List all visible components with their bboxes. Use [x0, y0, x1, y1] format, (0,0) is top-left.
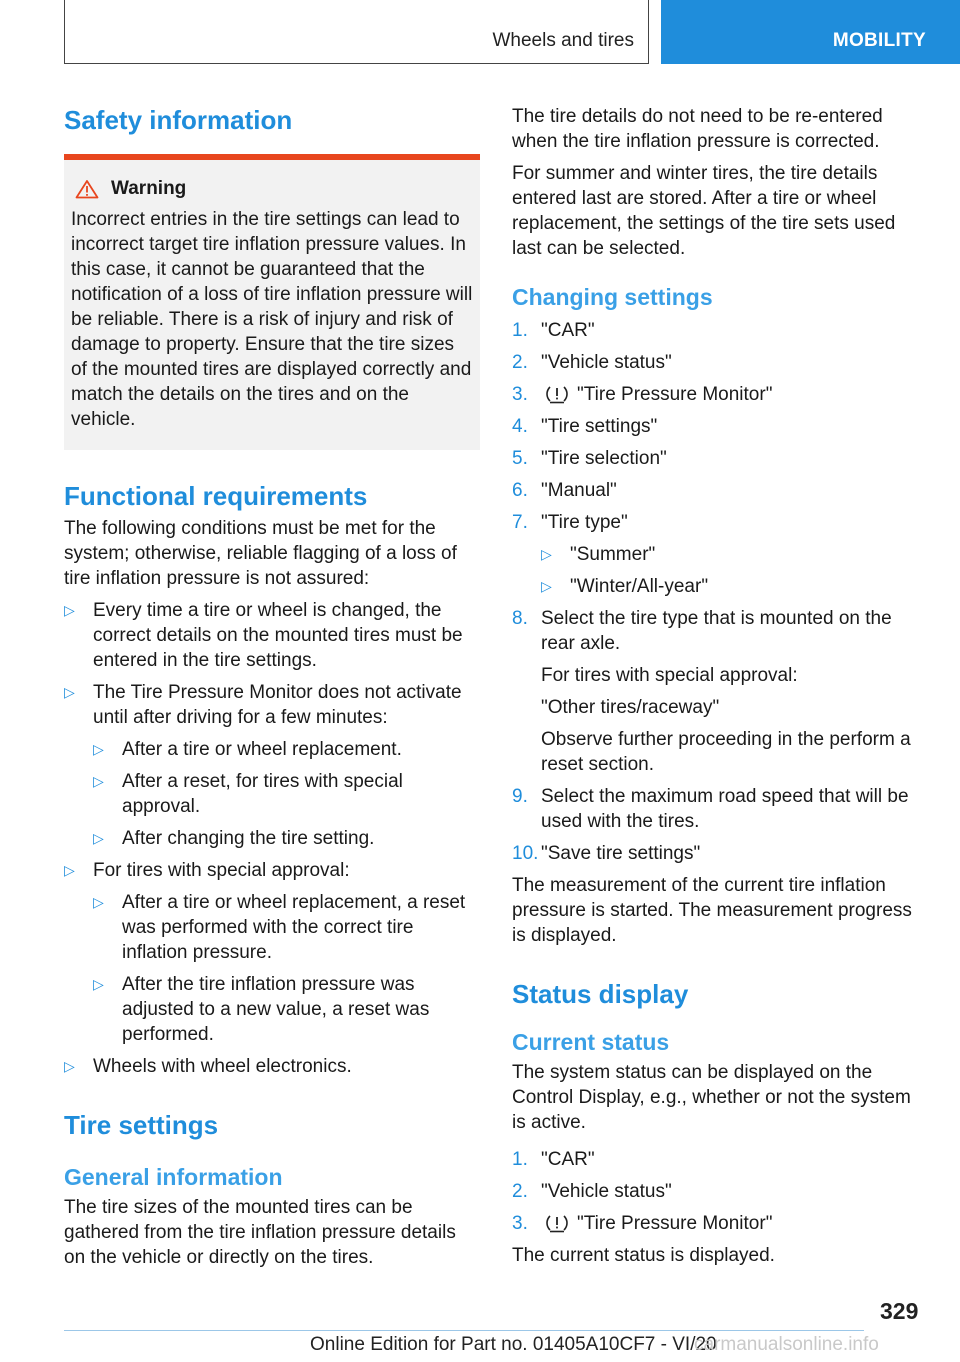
step-item: 7. "Tire type" ▷ "Summer" ▷ "Winter/All-year"	[512, 510, 928, 599]
status-steps	[512, 1147, 928, 1236]
step-item: 6. "Manual"	[512, 480, 617, 501]
step-item: 8. Select the tire type that is mounted on the rear axle. For tires with special approval: "Other tires/raceway" Observe further proceeding in the perform a reset section.	[512, 606, 928, 777]
footer-edition-text: Online Edition for Part no. 01405A10CF7 - VI/20	[310, 1334, 717, 1355]
list-item: ▷ The Tire Pressure Monitor does not activate until after driving for a few minutes: ▷ After a tire or wheel replacement. ▷ After a reset, for tires with special approval. ▷ After changing the tire setting.	[64, 680, 480, 851]
footer-divider	[64, 1330, 864, 1331]
left-column	[64, 100, 480, 1277]
step-item: 3. "Tire Pressure Monitor"	[512, 384, 773, 405]
paragraph: The tire details do not need to be re-entered when the tire inflation pressure is corrected.	[512, 106, 883, 152]
tire-type-list	[541, 542, 928, 599]
functional-list	[64, 598, 480, 1079]
tire-pressure-monitor-icon	[545, 1213, 569, 1233]
step-item: 9. Select the maximum road speed that will be used with the tires.	[512, 786, 909, 832]
functional-requirements-heading: Functional requirements	[64, 481, 368, 511]
list-item: ▷ After a tire or wheel replacement, a reset was performed with the correct tire inflation pressure.	[93, 890, 480, 965]
list-item: ▷ After a reset, for tires with special approval.	[93, 769, 480, 819]
warning-title-row	[71, 176, 474, 201]
current-status-heading: Current status	[512, 1029, 670, 1055]
warning-text: Incorrect entries in the tire settings can lead to incorrect target tire inflation pressure values. In this case, it cannot be guaranteed that the notification of a loss of tire inflation pressure will be reliable. There is a risk of injury and risk of damage to property. Ensure that the tire sizes of the mounted tires are displayed correctly and match the details on the tires and on the vehicle.	[71, 209, 473, 430]
safety-heading: Safety information	[64, 105, 293, 135]
list-item: ▷ "Summer"	[541, 542, 928, 567]
list-item: ▷ After a tire or wheel replacement.	[93, 737, 480, 762]
changing-settings-steps	[512, 318, 928, 866]
paragraph: For summer and winter tires, the tire details entered last are stored. After a tire or wheel replacement, the settings of the tire sets used last can be selected.	[512, 163, 896, 259]
step-item: 5. "Tire selection"	[512, 448, 667, 469]
sub-list	[93, 737, 480, 851]
list-item: ▷ Wheels with wheel electronics.	[64, 1054, 480, 1079]
measurement-text: The measurement of the current tire inflation pressure is started. The measurement progress is displayed.	[512, 875, 912, 946]
sub-list	[93, 890, 480, 1047]
list-item: ▷ After the tire inflation pressure was adjusted to a new value, a reset was performed.	[93, 972, 480, 1047]
step-item: 10. "Save tire settings"	[512, 843, 701, 864]
header-chapter-tab	[64, 0, 649, 64]
chapter-title: Wheels and tires	[492, 30, 634, 51]
list-item: ▷ "Winter/All-year"	[541, 574, 928, 599]
step-note: Observe further proceeding in the perform a reset section.	[541, 729, 911, 775]
status-display-heading: Status display	[512, 979, 689, 1009]
step-item: 4. "Tire settings"	[512, 416, 658, 437]
step-item: 2. "Vehicle status"	[512, 352, 672, 373]
step-item: 1. "CAR"	[512, 1149, 595, 1170]
page-number: 329	[880, 1298, 919, 1324]
status-end-text: The current status is displayed.	[512, 1245, 775, 1266]
list-item: ▷ For tires with special approval: ▷ After a tire or wheel replacement, a reset was performed with the correct tire inflation pressure. ▷ After the tire inflation pressure was adjusted to a new value, a reset was performed.	[64, 858, 480, 1047]
current-status-text: The system status can be displayed on the Control Display, e.g., whether or not the system is active.	[512, 1062, 911, 1133]
warning-title: Warning	[111, 178, 187, 199]
header-section-tab	[661, 0, 960, 64]
functional-intro: The following conditions must be met for the system; otherwise, reliable flagging of a loss of tire inflation pressure is not assured:	[64, 518, 457, 589]
section-title: MOBILITY	[832, 30, 926, 51]
warning-triangle-icon	[75, 179, 99, 199]
list-item: ▷ Every time a tire or wheel is changed, the correct details on the mounted tires must be entered in the tire settings.	[64, 598, 480, 673]
general-information-text: The tire sizes of the mounted tires can be gathered from the tire inflation pressure details on the vehicle or directly on the tires.	[64, 1197, 456, 1268]
watermark: carmanualsonline.info	[694, 1334, 879, 1355]
list-item: ▷ After changing the tire setting.	[93, 826, 480, 851]
tire-pressure-monitor-icon	[545, 384, 569, 404]
step-note: "Other tires/raceway"	[541, 697, 720, 718]
right-column	[512, 100, 928, 1275]
step-item: 1. "CAR"	[512, 320, 595, 341]
step-note: For tires with special approval:	[541, 665, 798, 686]
changing-settings-heading: Changing settings	[512, 284, 713, 310]
step-item: 3. "Tire Pressure Monitor"	[512, 1213, 773, 1234]
warning-box	[64, 154, 480, 450]
general-information-heading: General information	[64, 1164, 283, 1190]
step-item: 2. "Vehicle status"	[512, 1181, 672, 1202]
tire-settings-heading: Tire settings	[64, 1110, 219, 1140]
